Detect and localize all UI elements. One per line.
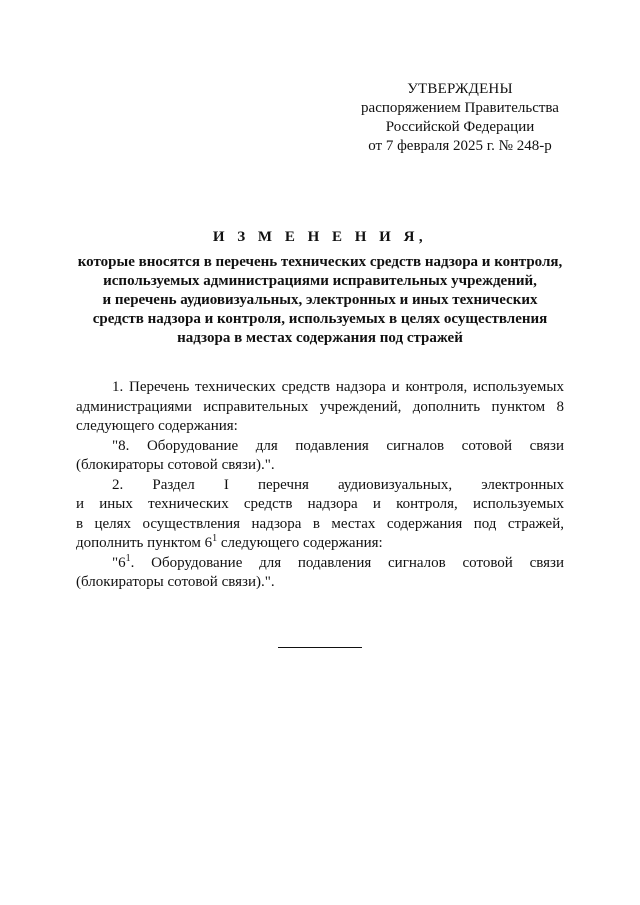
paragraph-1 xyxy=(76,378,564,437)
paragraph-4 xyxy=(76,554,564,593)
paragraph-4-line-2: (блокираторы сотовой связи).". xyxy=(76,574,275,590)
paragraph-3-line-3: в целях осуществления надзора в местах содержания под стражей, xyxy=(76,515,564,532)
paragraph-1-line-2: администрациями исправительных учреждений, дополнить пунктом 8 xyxy=(76,398,564,415)
approval-line-3: от 7 февраля 2025 г. № 248-р xyxy=(368,138,552,154)
paragraph-1-line-3: следующего содержания: xyxy=(76,418,238,434)
paragraph-4-line-1-text: "6 xyxy=(112,554,126,571)
heading-line-2: используемых администрациями исправительных учреждений, xyxy=(103,273,537,289)
paragraph-4-line-1-tail: . Оборудование для подавления сигналов сотовой связи xyxy=(130,554,564,571)
paragraph-3-line-4 xyxy=(76,534,564,554)
paragraph-3-line-4-text: дополнить пунктом 6 xyxy=(76,535,213,551)
end-divider-line xyxy=(278,647,362,648)
paragraph-2 xyxy=(76,437,564,476)
approval-line-1: распоряжением Правительства xyxy=(361,100,559,116)
approval-title: УТВЕРЖДЕНЫ xyxy=(407,81,513,97)
approval-stamp-block xyxy=(340,80,580,156)
superscript-one: 1 xyxy=(125,552,131,564)
heading-line-3: и перечень аудиовизуальных, электронных и иных технических xyxy=(102,292,538,308)
paragraph-1-line-1: 1. Перечень технических средств надзора и контроля, используемых xyxy=(112,379,564,395)
heading-line-4: средств надзора и контроля, используемых в целях осуществления xyxy=(92,311,548,327)
heading-line-5: надзора в местах содержания под стражей xyxy=(177,330,463,346)
paragraph-2-line-2: (блокираторы сотовой связи).". xyxy=(76,457,275,473)
paragraph-3 xyxy=(76,476,564,554)
paragraph-3-line-4-tail: следующего содержания: xyxy=(217,535,383,551)
paragraph-4-line-1 xyxy=(76,554,564,574)
heading-line-1: которые вносятся в перечень технических средств надзора и контроля, xyxy=(77,254,563,270)
approval-line-2: Российской Федерации xyxy=(385,119,535,135)
superscript-one: 1 xyxy=(212,533,218,544)
paragraph-2-line-1: "8. Оборудование для подавления сигналов сотовой связи xyxy=(112,437,564,454)
document-body xyxy=(76,378,564,593)
paragraph-3-line-1: 2. Раздел I перечня аудиовизуальных, электронных xyxy=(112,476,564,493)
document-title: И З М Е Н Е Н И Я, xyxy=(212,229,428,245)
document-heading xyxy=(60,228,580,348)
paragraph-3-line-2: и иных технических средств надзора и контроля, используемых xyxy=(76,496,564,512)
